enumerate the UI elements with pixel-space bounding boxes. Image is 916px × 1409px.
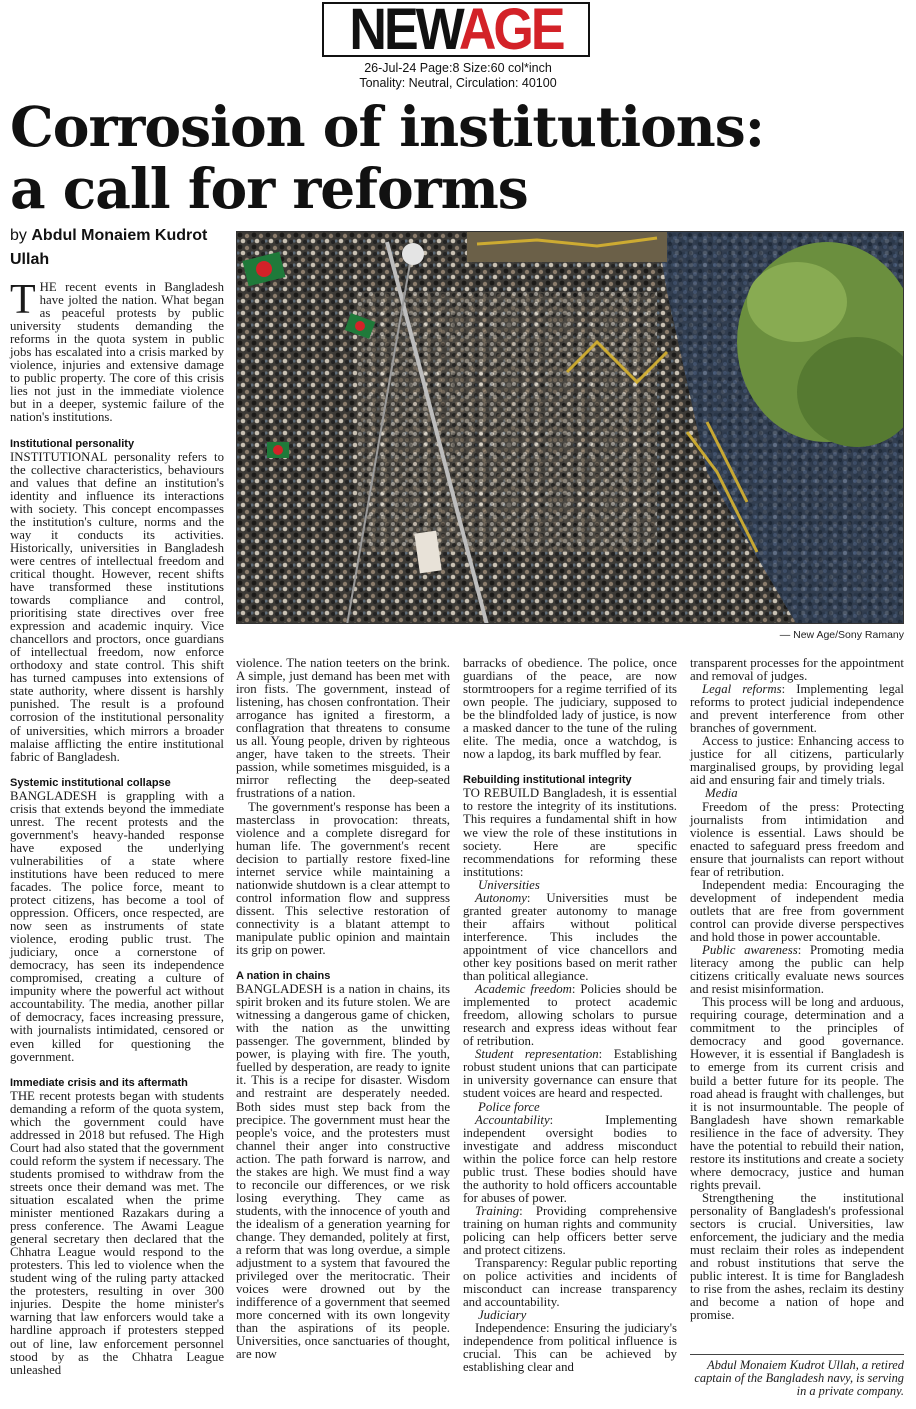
subhead-systemic-collapse: Systemic institutional collapse [10,776,171,789]
byline [10,224,232,272]
recommendation-student-representation: Student representation: Establishing robust student unions that can participate in university governance can ensure that student voices are heard and respected. [463,1047,677,1101]
recommendation-training: Training: Providing comprehensive training on human rights and community policing can help officers better serve and protect citizens. [463,1203,677,1258]
paragraph: This process will be long and arduous, requiring courage, determination and a commitment to the principles of democracy and good governance. However, it is essential if Bangladesh is to emerge from its current crisis and build a better future for its people. The road ahead is fraught with challenges, but it is not insurmountable. The people of Bangladesh have shown remarkable resilience in the face of adversity. They have the potential to rebuild their nation, restore its institutions and create a society where democracy, justice and human rights prevail. [690,995,904,1192]
recommendation-independent-media: Independent media: Encouraging the development of independent media outlets that are free from government control can provide diverse perspectives and hold those in power accountable. [690,877,904,944]
section-label-universities: Universities [478,877,540,892]
recommendation-access-to-justice: Access to justice: Enhancing access to justice for all citizens, particularly marginalised groups, by providing legal aid and ensuring fair and timely trials. [690,734,904,788]
paragraph: BANGLADESH is grappling with a crisis that extends beyond the immediate unrest. The recent protests and the government's heavy-handed response have exposed the underlying vulnerabilities of a state where institutions have been reduced to mere facades. The police force, meant to protect citizens, has become a tool of oppression. Officers, once respected, are now seen as instruments of state violence, eroding public trust. The judiciary, once a cornerstone of democracy, has seen its independence compromised, creating a culture of impunity where the powerful act without accountability. The media, another pillar of democracy, faces increasing pressure, with journalists intimidated, censored or even killed for questioning the government. [10,788,224,1064]
article-column-3 [463,657,677,1374]
paragraph: THE recent protests began with students demanding a reform of the quota system, which the government could have addressed in 2018 but refused. The High Court had also stated that the government could reform the system if necessary. The students promised to withdraw from the streets once their demand was met. The situation escalated when the prime minister mentioned Razakars during a press conference. The Awami League general secretary then declared that the Chhatra League would respond to the protesters. This led to violence when the student wing of the ruling party attacked the protesters, resulting in over 300 injuries. Despite the home minister's warning that law enforcers would take a hardline approach if protesters stepped out of line, law enforcement personnel stood by as the Chhatra League unleashed [10,1088,224,1377]
recommendation-press-freedom: Freedom of the press: Protecting journalists from intimidation and violence is essential. Laws should be enacted to safeguard press freedom and ensure that journalists can report without fear of retribution. [690,799,904,879]
article-column-4 [690,657,904,1322]
section-label-judiciary: Judiciary [478,1308,527,1323]
paragraph: INSTITUTIONAL personality refers to the collective characteristics, behaviours and values that define an institution's identity and influence its interactions with society. This concept encompasses the institution's culture, norms and the way it conducts its activities. Historically, universities in Bangladesh were centres of intellectual freedom and critical thought. However, recent shifts have transformed these institutions towards compliance and control, prioritising state directives over free expression and academic inquiry. Vice chancellors and proctors, once guardians of intellectual freedom, now enforce orthodoxy and state control. This shift has turned campuses into extensions of state authority, where dissent is harshly punished. The result is a profound corrosion of the institutional personality of universities, which mirrors a broader malaise afflicting the entire institutional fabric of Bangladesh. [10,449,224,764]
protest-photo [236,231,904,624]
section-label-police: Police force [478,1099,540,1114]
headline-line-2: a call for reforms [10,156,528,221]
subhead-nation-in-chains: A nation in chains [236,970,331,983]
headline [10,96,890,220]
paragraph: TO REBUILD Bangladesh, it is essential to restore the integrity of its institutions. This requires a fundamental shift in how we view the role of these institutions in society. Here are specific recommendations for reforming these institutions: [463,786,677,879]
subhead-rebuilding-integrity: Rebuilding institutional integrity [463,774,632,787]
section-label-media: Media [705,786,738,801]
paragraph: violence. The nation teeters on the brink. A simple, just demand has been met with iron fists. The government, instead of listening, has chosen confrontation. Their arrogance has ignited a firestorm, a conflagration that threatens to consume us all. Young people, driven by righteous anger, have taken to the streets. Their passion, while sometimes misguided, is a mirror reflecting the deep-seated frustrations of a nation. [236,656,450,801]
recommendation-accountability: Accountability: Implementing independent oversight bodies to investigate and address misconduct within the police force can help restore public trust. These bodies should have the authority to hold officers accountable for abuses of power. [463,1112,677,1205]
clipping-date-info: 26-Jul-24 Page:8 Size:60 col*inch [364,61,552,75]
lead-paragraph: THE recent events in Bangladesh have jolted the nation. What began as peaceful protests by public university students demanding the reforms in the quota system in public jobs has escalated into a crisis marked by violence, injuries and extensive damage to public property. The core of this crisis lies not just in the immediate violence but in a deeper, systemic failure of the nation's institutions. [10,277,224,425]
subhead-institutional-personality: Institutional personality [10,437,135,450]
subhead-immediate-crisis: Immediate crisis and its aftermath [10,1076,188,1089]
logo-age: AGE [458,2,563,57]
paragraph: Strengthening the institutional personality of Bangladesh's professional sectors is crucial. Universities, law enforcement, the judiciary and the media must reclaim their roles as independent and robust institutions that serve the public interest. It is time for Bangladesh to rise from the ashes, reclaim its destiny and become a nation of hope and promise. [690,1190,904,1323]
recommendation-public-awareness: Public awareness: Promoting media literacy among the public can help citizens critically evaluate news sources and resist misinformation. [690,943,904,997]
byline-prefix: by [10,227,27,244]
drop-cap: T [10,277,36,323]
paragraph: BANGLADESH is a nation in chains, its spirit broken and its future stolen. We are witnessing a dangerous game of chicken, with the nation as the unwitting passenger. The government, blinded by power, is playing with fire. The youth, fuelled by desperation, are ready to ignite it. This is a recipe for disaster. Wisdom and restraint are desperately needed. Both sides must step back from the precipice. The government must hear the people's voice, and the protesters must channel their anger into constructive action. The path forward is narrow, and the stakes are high. We must find a way to reconcile our differences, or we risk losing everything. They came as students, with the innocence of youth and the idealism of a generation yearning for change. They demanded, politely at first, a reform that was long overdue, a simple adjustment to a system that favoured the privileged over the meritocratic. Their voices were drowned out by the indifference of a government that seemed more concerned with its own longevity than the aspirations of its people. Universities, once sanctuaries of thought, are now [236,982,450,1362]
recommendation-autonomy: Autonomy: Universities must be granted greater autonomy to manage their affairs without political interference. This includes the appointment of vice chancellors and other key positions based on merit rather than political allegiance. [463,890,677,984]
recommendation-independence: Independence: Ensuring the judiciary's independence from political influence is crucial. This can be achieved by establishing clear and [463,1321,677,1375]
photo-credit: — New Age/Sony Ramany [779,629,904,641]
paragraph: transparent processes for the appointment and removal of judges. [690,656,904,684]
article-column-2 [236,657,450,1361]
paragraph: barracks of obedience. The police, once guardians of the peace, are now stormtroopers for a regime terrified of its own people. The judiciary, supposed to be the blindfolded lady of justice, is now a masked dancer to the tune of the ruling elite. The media, once a watchdog, is now a lapdog, its bark muffled by fear. [463,656,677,762]
recommendation-legal-reforms: Legal reforms: Implementing legal reforms to protect judicial independence and prevent interference from other branches of government. [690,682,904,736]
recommendation-transparency: Transparency: Regular public reporting on police activities and incidents of misconduct can increase transparency and accountability. [463,1256,677,1310]
article-column-1 [10,277,224,1377]
headline-line-1: Corrosion of institutions: [10,94,765,159]
author-bio: Abdul Monaiem Kudrot Ullah, a retired captain of the Bangladesh navy, is serving in a private company. [690,1354,904,1398]
logo-new: NEW [349,2,459,57]
newspaper-logo [322,2,590,57]
recommendation-academic-freedom: Academic freedom: Policies should be implemented to protect academic freedom, allowing scholars to pursue research and express ideas without fear of retribution. [463,982,677,1049]
clipping-tonality-info: Tonality: Neutral, Circulation: 40100 [359,76,557,90]
byline-author: Abdul Monaiem Kudrot Ullah [10,227,208,268]
paragraph: The government's response has been a masterclass in provocation: threats, violence and a complete disregard for human life. The government's recent decision to partially restore fixed-line internet service while maintaining a nationwide shutdown is a clear attempt to control information flow and suppress dissent. This selective restoration of connectivity is a blatant attempt to manipulate public opinion and maintain its grip on power. [236,799,450,958]
